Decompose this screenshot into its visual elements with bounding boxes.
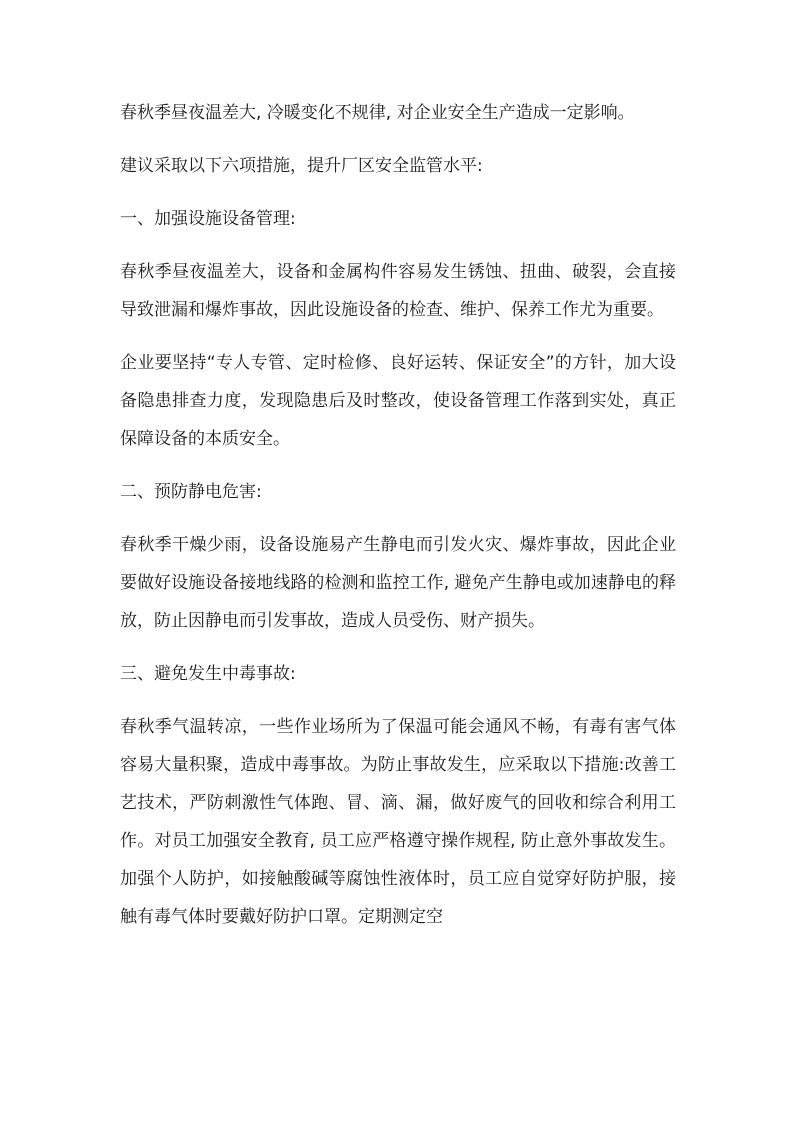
section-heading-1: 一、加强设施设备管理: <box>120 209 296 229</box>
section-1-paragraph-2: 企业要坚持“专人专管、定时检修、良好运转、保证安全”的方针，加大设备隐患排查力度，发现隐患后及时整改，使设备管理工作落到实处，真正保障设备的本质安全。 <box>120 353 676 449</box>
section-heading-2: 二、预防静电危害: <box>120 482 262 502</box>
document-page <box>120 94 676 951</box>
section-3-paragraph-1: 春秋季气温转凉，一些作业场所为了保温可能会通风不畅，有毒有害气体容易大量积聚，造成中毒事故。为防止事故发生，应采取以下措施:改善工艺技术，严防刺激性气体跑、冒、滴、漏，做好废气的回收和综合利用工作。对员工加强安全教育, 员工应严格遵守操作规程, 防止意外事故发生。加强个人防护，如接触酸碱等腐蚀性液体时，员工应自觉穿好防护服，接触有毒气体时要戴好防护口罩。定期测定空 <box>120 717 676 927</box>
section-1-paragraph-1: 春秋季昼夜温差大，设备和金属构件容易发生锈蚀、扭曲、破裂，会直接导致泄漏和爆炸事故，因此设施设备的检查、维护、保养工作尤为重要。 <box>120 262 676 320</box>
section-heading-3: 三、避免发生中毒事故: <box>120 664 296 684</box>
intro-paragraph-2: 建议采取以下六项措施，提升厂区安全监管水平: <box>120 156 483 176</box>
section-2-paragraph-1: 春秋季干燥少雨，设备设施易产生静电而引发火灾、爆炸事故，因此企业要做好设施设备接地线路的检测和监控工作, 避免产生静电或加速静电的释放，防止因静电而引发事故，造成人员受伤、财产损失。 <box>120 535 676 631</box>
intro-paragraph-1: 春秋季昼夜温差大, 冷暖变化不规律, 对企业安全生产造成一定影响。 <box>120 103 635 123</box>
